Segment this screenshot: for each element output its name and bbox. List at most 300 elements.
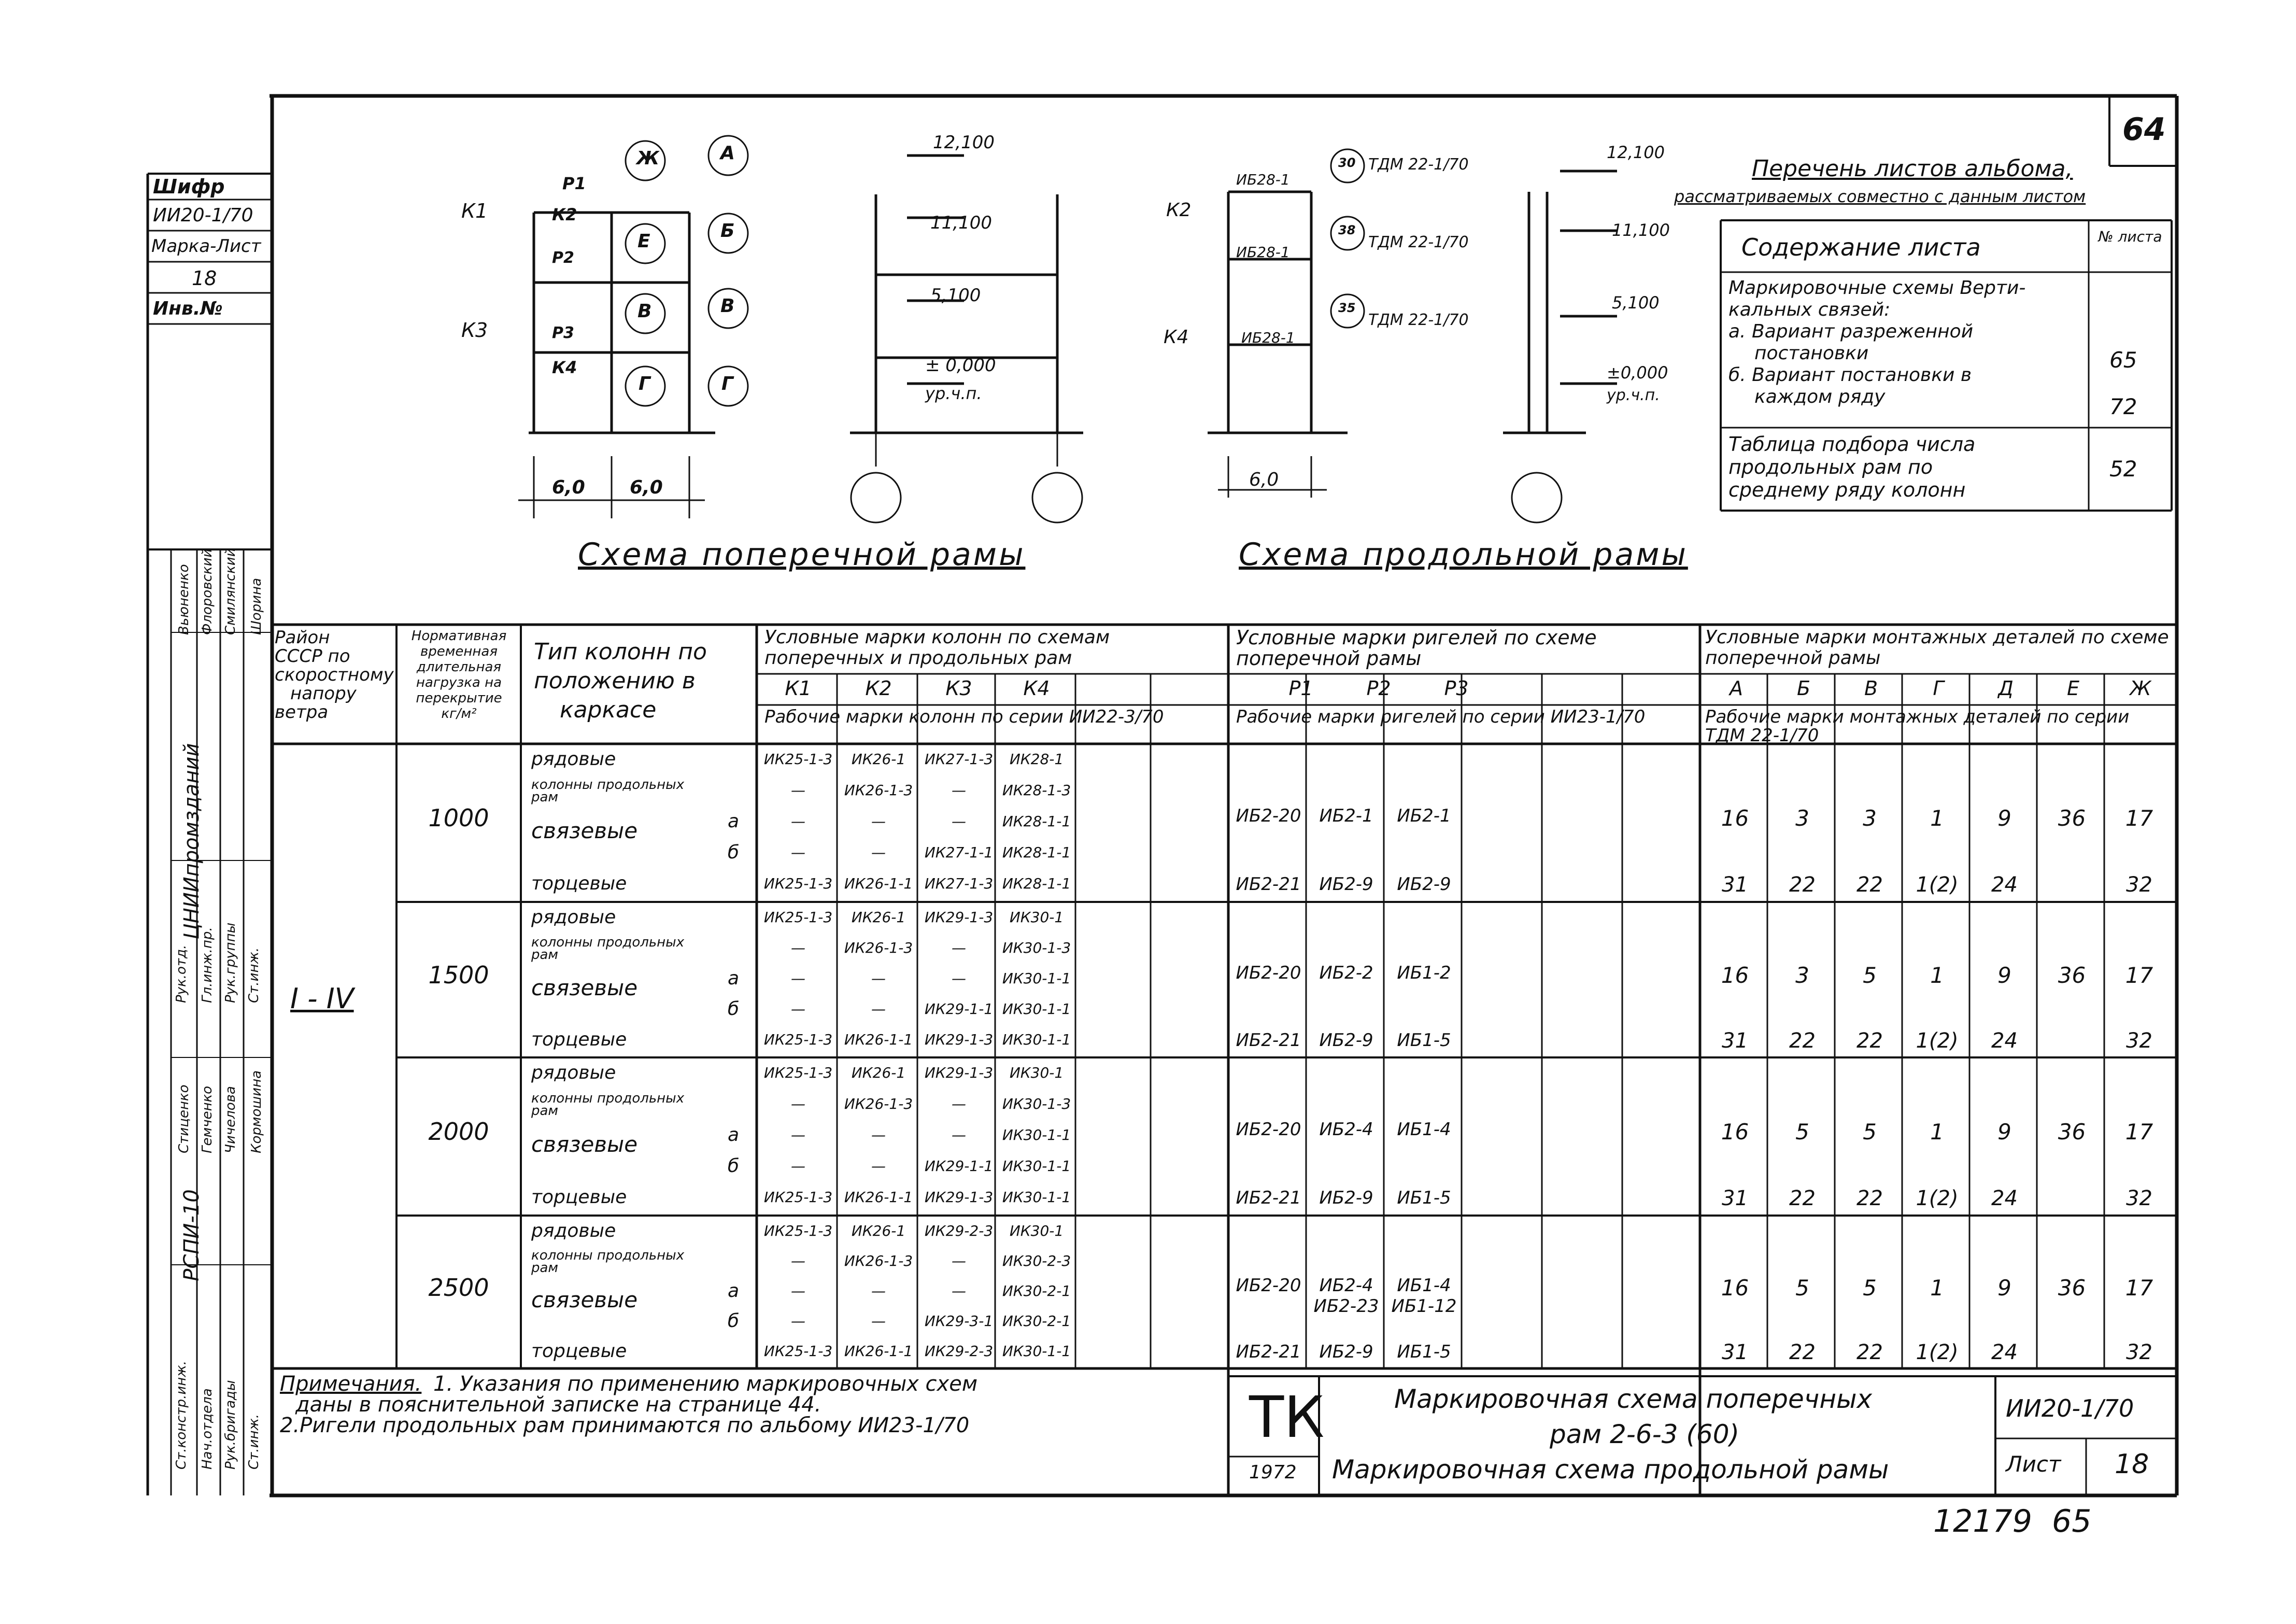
cross-level: 12,100 bbox=[933, 132, 995, 153]
head-line: временная bbox=[420, 644, 498, 659]
column-mark: ИК26-1-1 bbox=[844, 875, 913, 892]
column-mark: ИК26-1 bbox=[851, 1222, 906, 1239]
beam-mark: ИБ1-2 bbox=[1397, 963, 1451, 984]
detail-mark: 1 bbox=[1930, 963, 1944, 988]
beam-key: Р1 bbox=[1288, 677, 1313, 700]
beam-mark: ИБ1-5 bbox=[1397, 1188, 1451, 1208]
column-type-label: торцевые bbox=[531, 1029, 627, 1050]
detail-key: Е bbox=[2066, 677, 2079, 700]
column-mark: ИК30-1 bbox=[1009, 909, 1064, 926]
stamp-mark-label: Марка-Лист bbox=[151, 236, 261, 257]
column-mark: ИК28-1-3 bbox=[1002, 782, 1071, 799]
detail-mark: 17 bbox=[2125, 1275, 2153, 1301]
column-type-label: колонны продольных рам bbox=[531, 1248, 685, 1276]
detail-mark: 9 bbox=[1997, 963, 2011, 988]
beam-mark: ИБ2-4 ИБ2-23 bbox=[1313, 1275, 1379, 1317]
notes-line: даны в пояснительной записке на странице 44. bbox=[295, 1393, 821, 1417]
column-mark: — bbox=[952, 1252, 966, 1269]
beam-mark: ИБ2-4 bbox=[1319, 1119, 1373, 1140]
stamp-role: Ст.констр.инж. bbox=[174, 1361, 189, 1470]
beam-mark: ИБ2-20 bbox=[1236, 963, 1301, 984]
beam-key: Р3 bbox=[1444, 677, 1469, 700]
column-mark: ИК30-1-1 bbox=[1002, 970, 1071, 987]
stamp-inv-label: Инв.№ bbox=[153, 298, 223, 319]
subtype-a: а bbox=[727, 1124, 740, 1146]
cross-col-k4: К4 bbox=[552, 358, 577, 377]
beam-key: Р2 bbox=[1366, 677, 1391, 700]
column-mark: — bbox=[952, 813, 966, 830]
column-key: К4 bbox=[1023, 677, 1050, 700]
cross-detail-label: Ж bbox=[636, 148, 660, 169]
beam-mark: ИБ2-1 bbox=[1319, 806, 1373, 826]
detail-mark: 16 bbox=[1721, 1119, 1749, 1145]
cross-detail-label: Г bbox=[639, 373, 650, 394]
long-detail-num: 30 bbox=[1338, 156, 1356, 170]
column-type-label: торцевые bbox=[531, 1340, 627, 1362]
load-value: 2500 bbox=[428, 1274, 489, 1302]
detail-mark: 31 bbox=[1722, 873, 1748, 897]
stamp-role: Рук.бригады bbox=[223, 1380, 238, 1470]
detail-mark: 1 bbox=[1930, 1119, 1944, 1145]
stamp-role: Ст.инж. bbox=[246, 947, 262, 1003]
detail-mark: 22 bbox=[1789, 873, 1816, 897]
cross-level: 5,100 bbox=[930, 285, 981, 306]
sheets-row-line: каждом ряду bbox=[1754, 386, 1886, 407]
subtype-a: а bbox=[727, 968, 740, 989]
title-block-year: 1972 bbox=[1249, 1462, 1297, 1483]
detail-key: А bbox=[1730, 677, 1743, 700]
detail-mark: 22 bbox=[1856, 873, 1883, 897]
detail-mark: 1 bbox=[1930, 1275, 1944, 1301]
column-mark: — bbox=[871, 1000, 886, 1018]
column-mark: ИК30-1-1 bbox=[1002, 1126, 1071, 1143]
cross-span: 6,0 bbox=[630, 477, 663, 498]
column-type-label: колонны продольных рам bbox=[531, 1091, 685, 1119]
table-head-type bbox=[534, 638, 752, 725]
beam-mark: ИБ2-20 bbox=[1236, 1275, 1301, 1296]
cross-level: 11,100 bbox=[930, 213, 992, 233]
title-block-title bbox=[1332, 1381, 1990, 1487]
detail-mark: 3 bbox=[1863, 806, 1877, 831]
sheet-number: 64 bbox=[2122, 111, 2166, 148]
notes bbox=[280, 1374, 1223, 1436]
sheets-row-line: кальных связей: bbox=[1728, 299, 1891, 320]
detail-mark: 22 bbox=[1856, 1187, 1883, 1210]
detail-mark: 31 bbox=[1722, 1340, 1748, 1364]
head-line: СССР по bbox=[275, 646, 350, 667]
detail-mark: 36 bbox=[2058, 1275, 2086, 1301]
column-type-label: связевые bbox=[531, 818, 638, 843]
head-line: положению в bbox=[534, 668, 696, 694]
column-mark: ИК29-3-1 bbox=[924, 1312, 994, 1330]
stamp-role: Нач.отдела bbox=[200, 1388, 215, 1470]
beam-mark: ИБ2-2 bbox=[1319, 963, 1373, 984]
column-mark: ИК30-1-3 bbox=[1002, 939, 1071, 956]
beam-mark: ИБ2-20 bbox=[1236, 806, 1301, 826]
column-mark: ИК30-1-1 bbox=[1002, 1000, 1071, 1018]
subtype-b: б bbox=[727, 998, 740, 1020]
cross-col-k3: К3 bbox=[461, 319, 488, 342]
sheets-row-line: б. Вариант постановки в bbox=[1728, 364, 1972, 386]
beam-mark: ИБ2-21 bbox=[1236, 874, 1301, 895]
title-line: рам 2-6-3 (60) bbox=[1550, 1419, 1740, 1449]
sheets-row-line: продольных рам по bbox=[1728, 456, 1933, 478]
detail-mark: 24 bbox=[1991, 1187, 2018, 1210]
title-block-logo: ТК bbox=[1249, 1384, 1325, 1450]
detail-mark: 16 bbox=[1721, 806, 1749, 831]
column-mark: — bbox=[791, 813, 805, 830]
column-mark: ИК26-1-3 bbox=[844, 1252, 913, 1269]
beam-mark: ИБ2-9 bbox=[1319, 1188, 1373, 1208]
beam-mark: ИБ2-21 bbox=[1236, 1030, 1301, 1051]
long-level: ±0,000 bbox=[1607, 363, 1668, 383]
notes-line: 1. Указания по применению маркировочных схем bbox=[433, 1372, 977, 1396]
beam-mark: ИБ2-9 bbox=[1397, 874, 1451, 895]
head-line: ветра bbox=[275, 702, 329, 723]
cross-beam-p1: Р1 bbox=[562, 174, 586, 193]
column-mark: ИК25-1-3 bbox=[763, 1222, 833, 1239]
stamp-name: Гемченко bbox=[200, 1085, 215, 1153]
detail-mark: 3 bbox=[1795, 963, 1809, 988]
table-head-load bbox=[398, 628, 520, 722]
sheets-row-2 bbox=[1728, 433, 2086, 501]
detail-mark: 22 bbox=[1789, 1029, 1816, 1053]
column-mark: ИК26-1-1 bbox=[844, 1189, 913, 1206]
title-line: Маркировочная схема продольной рамы bbox=[1332, 1454, 1889, 1485]
detail-mark: 24 bbox=[1991, 1340, 2018, 1364]
sheets-row-num: 52 bbox=[2109, 456, 2137, 482]
long-beam: ИБ28-1 bbox=[1241, 329, 1295, 346]
column-key: К1 bbox=[785, 677, 812, 700]
cross-level: ± 0,000 bbox=[925, 355, 996, 376]
column-type-label: рядовые bbox=[531, 1062, 616, 1083]
column-mark: — bbox=[791, 1252, 805, 1269]
detail-mark: 16 bbox=[1721, 963, 1749, 988]
detail-key: В bbox=[1864, 677, 1878, 700]
head-line: каркасе bbox=[560, 697, 657, 723]
column-mark: ИК25-1-3 bbox=[763, 1031, 833, 1048]
beam-mark: ИБ2-21 bbox=[1236, 1188, 1301, 1208]
column-mark: ИК25-1-3 bbox=[763, 1064, 833, 1081]
long-detail-label: ТДМ 22-1/70 bbox=[1368, 311, 1469, 329]
stamp-name: Чичелова bbox=[223, 1086, 238, 1153]
subtype-b: б bbox=[727, 842, 740, 863]
table-head-details: Условные марки монтажных деталей по схеме поперечной рамы bbox=[1705, 627, 2169, 669]
detail-mark: 32 bbox=[2126, 873, 2152, 897]
detail-mark: 36 bbox=[2058, 1119, 2086, 1145]
head-line: Тип колонн по bbox=[534, 639, 707, 665]
column-mark: ИК29-2-3 bbox=[924, 1222, 994, 1239]
long-col-k2: К2 bbox=[1166, 200, 1192, 221]
long-level: ур.ч.п. bbox=[1607, 386, 1660, 404]
subtype-a: а bbox=[727, 1280, 740, 1302]
stamp-roles-col2 bbox=[197, 860, 220, 1495]
column-mark: — bbox=[952, 1095, 966, 1112]
beam-mark: ИБ2-21 bbox=[1236, 1341, 1301, 1362]
sheets-row-line: Маркировочные схемы Верти- bbox=[1728, 277, 2026, 299]
column-mark: — bbox=[871, 1282, 886, 1300]
column-mark: ИК30-1-1 bbox=[1002, 1157, 1071, 1175]
cross-beam-p3: Р3 bbox=[552, 324, 574, 342]
column-mark: ИК28-1-1 bbox=[1002, 813, 1071, 830]
column-mark: ИК30-1-1 bbox=[1002, 1189, 1071, 1206]
detail-mark: 32 bbox=[2126, 1340, 2152, 1364]
column-mark: ИК26-1-1 bbox=[844, 1031, 913, 1048]
table-head-columns-series: Рабочие марки колонн по серии ИИ22-3/70 bbox=[764, 707, 1164, 727]
detail-mark: 1(2) bbox=[1916, 1029, 1959, 1053]
sheets-row-num: 72 bbox=[2109, 394, 2137, 419]
column-mark: ИК26-1-1 bbox=[844, 1343, 913, 1360]
load-value: 1000 bbox=[428, 804, 489, 832]
cross-detail-label: Б bbox=[720, 220, 735, 242]
column-mark: — bbox=[791, 1312, 805, 1330]
column-key: К3 bbox=[945, 677, 972, 700]
column-mark: — bbox=[791, 970, 805, 987]
detail-mark: 1(2) bbox=[1916, 873, 1959, 897]
stamp-name: Вьюненко bbox=[176, 564, 192, 635]
column-mark: — bbox=[791, 1282, 805, 1300]
stamp-role: Рук.группы bbox=[223, 922, 238, 1003]
table-head-beams-series: Рабочие марки ригелей по серии ИИ23-1/70 bbox=[1236, 707, 1646, 727]
column-mark: ИК25-1-3 bbox=[763, 1343, 833, 1360]
column-mark: — bbox=[871, 970, 886, 987]
detail-mark: 36 bbox=[2058, 963, 2086, 988]
sheets-list-title: Перечень листов альбома, bbox=[1752, 156, 2073, 182]
column-mark: — bbox=[952, 1126, 966, 1143]
cross-detail-label: Е bbox=[637, 231, 650, 252]
head-line: скоростному bbox=[275, 665, 394, 685]
long-frame-title: Схема продольной рамы bbox=[1239, 536, 1688, 573]
column-mark: — bbox=[791, 1126, 805, 1143]
sheets-row-num: 65 bbox=[2109, 347, 2137, 373]
detail-key: Г bbox=[1933, 677, 1944, 700]
column-mark: ИК26-1 bbox=[851, 909, 906, 926]
column-mark: — bbox=[871, 813, 886, 830]
stamp-mark: 18 bbox=[192, 267, 217, 290]
detail-mark: 17 bbox=[2125, 963, 2153, 988]
long-detail-num: 35 bbox=[1338, 301, 1356, 315]
stamp-dept: РСПИ-10 bbox=[180, 1189, 204, 1281]
column-type-label: связевые bbox=[531, 1132, 638, 1157]
column-mark: ИК30-1 bbox=[1009, 1222, 1064, 1239]
head-line: нагрузка на bbox=[416, 675, 502, 690]
detail-mark: 9 bbox=[1997, 1275, 2011, 1301]
title-block-sheet-label: Лист bbox=[2006, 1451, 2061, 1477]
column-type-label: связевые bbox=[531, 1287, 638, 1313]
sheets-list-subtitle: рассматриваемых совместно с данным листом bbox=[1674, 187, 2086, 206]
beam-mark: ИБ2-9 bbox=[1319, 874, 1373, 895]
cross-detail-label: А bbox=[720, 143, 735, 164]
column-mark: ИК25-1-3 bbox=[763, 875, 833, 892]
column-type-label: колонны продольных рам bbox=[531, 935, 685, 963]
column-type-label: торцевые bbox=[531, 873, 627, 894]
long-level: 11,100 bbox=[1612, 220, 1670, 240]
column-mark: ИК29-1-1 bbox=[924, 1000, 994, 1018]
detail-mark: 5 bbox=[1863, 1119, 1877, 1145]
head-line: напору bbox=[290, 683, 357, 704]
column-mark: ИК30-2-1 bbox=[1002, 1282, 1071, 1300]
detail-mark: 16 bbox=[1721, 1275, 1749, 1301]
column-mark: ИК26-1-3 bbox=[844, 1095, 913, 1112]
table-head-region bbox=[275, 628, 394, 722]
head-line: Нормативная bbox=[411, 628, 507, 644]
cross-level: ур.ч.п. bbox=[925, 384, 982, 403]
column-mark: ИК26-1-3 bbox=[844, 782, 913, 799]
detail-mark: 32 bbox=[2126, 1029, 2152, 1053]
column-type-label: рядовые bbox=[531, 907, 616, 928]
column-type-label: рядовые bbox=[531, 749, 616, 770]
column-mark: ИК29-1-3 bbox=[924, 909, 994, 926]
footer-numbers: 12179 65 bbox=[1933, 1503, 2092, 1540]
beam-mark: ИБ2-20 bbox=[1236, 1119, 1301, 1140]
detail-mark: 22 bbox=[1856, 1029, 1883, 1053]
detail-mark: 24 bbox=[1991, 1029, 2018, 1053]
head-line: кг/м² bbox=[441, 706, 477, 722]
column-mark: — bbox=[791, 844, 805, 861]
column-mark: — bbox=[952, 1282, 966, 1300]
long-col-k4: К4 bbox=[1164, 327, 1189, 348]
cross-frame-title: Схема поперечной рамы bbox=[578, 536, 1026, 573]
load-value: 2000 bbox=[428, 1118, 489, 1146]
sheets-col-content: Содержание листа bbox=[1741, 233, 1981, 261]
column-mark: ИК25-1-3 bbox=[763, 909, 833, 926]
detail-mark: 36 bbox=[2058, 806, 2086, 831]
long-detail-num: 38 bbox=[1338, 223, 1356, 237]
detail-mark: 31 bbox=[1722, 1187, 1748, 1210]
detail-mark: 5 bbox=[1795, 1119, 1809, 1145]
detail-mark: 22 bbox=[1789, 1187, 1816, 1210]
beam-mark: ИБ2-1 bbox=[1397, 806, 1451, 826]
column-mark: ИК29-2-3 bbox=[924, 1343, 994, 1360]
column-key: К2 bbox=[865, 677, 892, 700]
stamp-role: Гл.инж.пр. bbox=[200, 927, 215, 1003]
cross-beam-p2: Р2 bbox=[552, 249, 574, 267]
column-mark: — bbox=[952, 970, 966, 987]
stamp-code-label: Шифр bbox=[153, 175, 225, 198]
region-value: I - IV bbox=[290, 982, 354, 1015]
cross-span: 6,0 bbox=[552, 477, 585, 498]
long-beam: ИБ28-1 bbox=[1236, 244, 1290, 261]
notes-line: 2.Ригели продольных рам принимаются по альбому ИИ23-1/70 bbox=[280, 1414, 970, 1437]
column-mark: ИК29-1-1 bbox=[924, 1157, 994, 1175]
column-mark: ИК28-1-1 bbox=[1002, 875, 1071, 892]
column-mark: ИК26-1 bbox=[851, 1064, 906, 1081]
long-level: 12,100 bbox=[1607, 143, 1665, 162]
column-mark: ИК30-1-3 bbox=[1002, 1095, 1071, 1112]
sheets-col-num: № листа bbox=[2098, 228, 2162, 245]
stamp-name: Стиценко bbox=[176, 1084, 192, 1153]
long-beam: ИБ28-1 bbox=[1236, 171, 1290, 188]
long-level: 5,100 bbox=[1612, 293, 1660, 313]
subtype-b: б bbox=[727, 1310, 740, 1332]
detail-mark: 24 bbox=[1991, 873, 2018, 897]
detail-mark: 17 bbox=[2125, 1119, 2153, 1145]
column-mark: ИК25-1-3 bbox=[763, 751, 833, 768]
notes-title: Примечания. bbox=[280, 1372, 422, 1396]
stamp-role: Рук.отд. bbox=[174, 944, 189, 1003]
table-head-details-series: Рабочие марки монтажных деталей по серии ТДМ 22-1/70 bbox=[1705, 707, 2130, 746]
detail-mark: 31 bbox=[1722, 1029, 1748, 1053]
column-mark: — bbox=[952, 782, 966, 799]
title-block-code: ИИ20-1/70 bbox=[2006, 1394, 2134, 1422]
beam-mark: ИБ1-5 bbox=[1397, 1030, 1451, 1051]
detail-mark: 5 bbox=[1863, 963, 1877, 988]
column-mark: ИК30-1 bbox=[1009, 1064, 1064, 1081]
detail-mark: 1(2) bbox=[1916, 1340, 1959, 1364]
head-line: перекрытие bbox=[416, 690, 502, 706]
stamp-role: Ст.инж. bbox=[246, 1414, 262, 1470]
load-value: 1500 bbox=[428, 961, 489, 990]
column-mark: ИК29-1-3 bbox=[924, 1031, 994, 1048]
sheets-row-line: среднему ряду колонн bbox=[1728, 478, 1966, 501]
sheets-row-line: Таблица подбора числа bbox=[1728, 433, 1976, 456]
stamp-name: Смилянский bbox=[223, 548, 238, 635]
head-line: длительная bbox=[416, 659, 502, 675]
cross-detail-label: В bbox=[720, 295, 735, 317]
detail-mark: 32 bbox=[2126, 1187, 2152, 1210]
column-mark: ИК27-1-1 bbox=[924, 844, 994, 861]
column-mark: ИК26-1 bbox=[851, 751, 906, 768]
sheets-row-1 bbox=[1728, 277, 2086, 408]
stamp-name: Шорина bbox=[249, 577, 264, 635]
column-mark: ИК28-1 bbox=[1009, 751, 1064, 768]
detail-mark: 5 bbox=[1795, 1275, 1809, 1301]
stamp-name: Флоровский bbox=[200, 548, 215, 635]
beam-mark: ИБ2-9 bbox=[1319, 1030, 1373, 1051]
cross-col-k2: К2 bbox=[552, 205, 577, 224]
table-head-columns: Условные марки колонн по схемам поперечных и продольных рам bbox=[764, 627, 1110, 669]
column-type-label: торцевые bbox=[531, 1187, 627, 1208]
subtype-b: б bbox=[727, 1155, 740, 1177]
column-mark: — bbox=[952, 939, 966, 956]
detail-mark: 22 bbox=[1789, 1340, 1816, 1364]
column-mark: — bbox=[791, 1095, 805, 1112]
column-mark: ИК30-2-3 bbox=[1002, 1252, 1071, 1269]
beam-mark: ИБ2-9 bbox=[1319, 1341, 1373, 1362]
detail-key: Б bbox=[1796, 677, 1811, 700]
stamp-roles-col3 bbox=[220, 860, 244, 1495]
detail-mark: 9 bbox=[1997, 1119, 2011, 1145]
detail-mark: 9 bbox=[1997, 806, 2011, 831]
subtype-a: а bbox=[727, 811, 740, 832]
stamp-code: ИИ20-1/70 bbox=[153, 205, 253, 226]
column-mark: — bbox=[871, 1126, 886, 1143]
column-mark: — bbox=[791, 1000, 805, 1018]
detail-mark: 17 bbox=[2125, 806, 2153, 831]
beam-mark: ИБ1-4 ИБ1-12 bbox=[1391, 1275, 1457, 1317]
column-mark: — bbox=[871, 1312, 886, 1330]
cross-detail-label: В bbox=[637, 301, 652, 322]
column-mark: ИК27-1-3 bbox=[924, 875, 994, 892]
long-span: 6,0 bbox=[1249, 469, 1279, 490]
table-head-beams: Условные марки ригелей по схеме поперечной рамы bbox=[1236, 626, 1597, 670]
column-mark: ИК27-1-3 bbox=[924, 751, 994, 768]
column-mark: — bbox=[871, 844, 886, 861]
title-block-sheet: 18 bbox=[2115, 1449, 2149, 1480]
stamp-roles-col4 bbox=[244, 860, 272, 1495]
detail-mark: 22 bbox=[1856, 1340, 1883, 1364]
long-detail-label: ТДМ 22-1/70 bbox=[1368, 156, 1469, 174]
column-type-label: связевые bbox=[531, 975, 638, 1000]
sheets-row-line: а. Вариант разреженной bbox=[1728, 321, 1974, 342]
column-mark: ИК26-1-3 bbox=[844, 939, 913, 956]
column-mark: — bbox=[871, 1157, 886, 1175]
title-line: Маркировочная схема поперечных bbox=[1394, 1384, 1873, 1414]
column-mark: ИК30-1-1 bbox=[1002, 1343, 1071, 1360]
stamp-roles bbox=[171, 860, 197, 1495]
long-detail-label: ТДМ 22-1/70 bbox=[1368, 233, 1469, 251]
beam-mark: ИБ1-5 bbox=[1397, 1341, 1451, 1362]
